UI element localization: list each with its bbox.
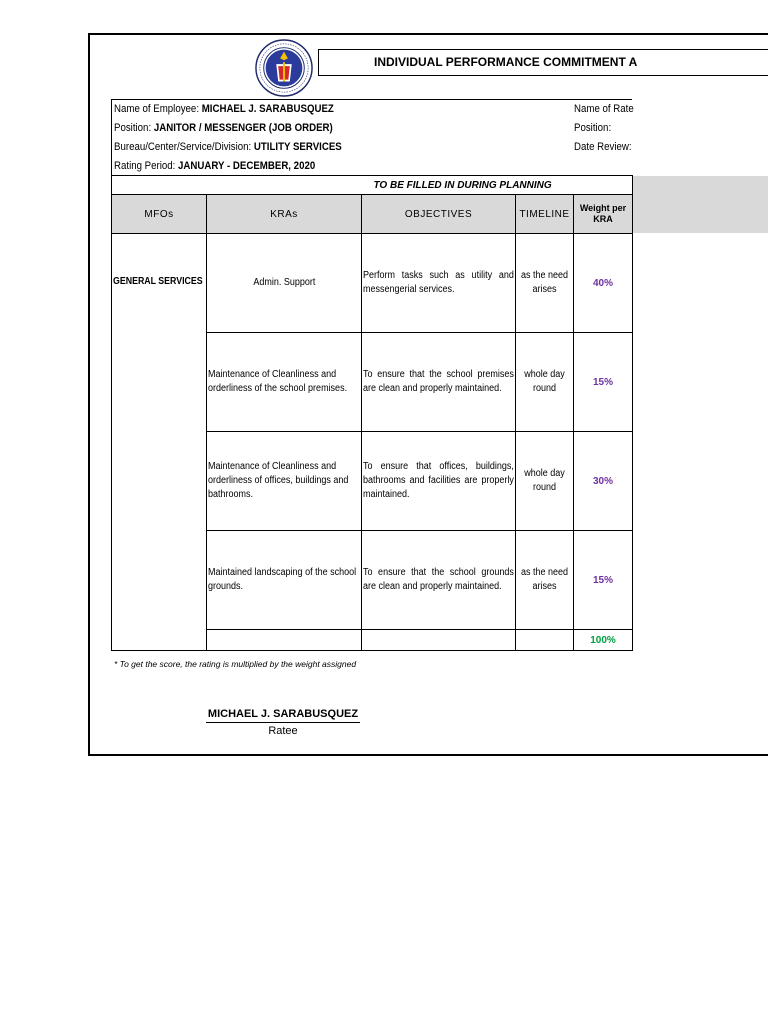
col-header-weight: Weight per KRA bbox=[574, 195, 633, 234]
kra-text: Maintenance of Cleanliness and orderliness of offices, buildings and bathrooms. bbox=[208, 461, 349, 500]
employee-bureau-row bbox=[114, 138, 342, 157]
ratee-signature-role: Ratee bbox=[268, 725, 298, 737]
timeline-text: whole day round bbox=[524, 468, 565, 493]
kra-cell bbox=[207, 333, 362, 432]
objective-text: To ensure that the school premises are clean and properly maintained. bbox=[363, 369, 514, 394]
objective-cell bbox=[362, 333, 516, 432]
table-row bbox=[112, 234, 633, 333]
header-gray-panel bbox=[632, 176, 768, 233]
form-title: INDIVIDUAL PERFORMANCE COMMITMENT A bbox=[318, 49, 768, 76]
table-header-row bbox=[112, 195, 633, 234]
kra-cell bbox=[207, 432, 362, 531]
col-header-timeline: TIMELINE bbox=[516, 195, 574, 234]
employee-name-label: Name of Employee: bbox=[114, 103, 200, 115]
employee-name-value: MICHAEL J. SARABUSQUEZ bbox=[201, 103, 334, 115]
total-weight: 100% bbox=[574, 630, 633, 651]
timeline-cell bbox=[516, 432, 574, 531]
weight-cell: 15% bbox=[574, 531, 633, 630]
timeline-cell bbox=[516, 333, 574, 432]
weight-cell: 30% bbox=[574, 432, 633, 531]
timeline-text: as the need arises bbox=[520, 270, 569, 295]
score-footnote: * To get the score, the rating is multiplied by the weight assigned bbox=[114, 659, 357, 669]
rating-period-row bbox=[114, 157, 315, 175]
planning-row bbox=[112, 176, 633, 195]
rating-period-value: JANUARY - DECEMBER, 2020 bbox=[178, 160, 316, 172]
objective-text: To ensure that the school grounds are clean and properly maintained. bbox=[363, 567, 514, 592]
objective-text: Perform tasks such as utility and messengerial services. bbox=[363, 270, 514, 295]
employee-bureau-value: UTILITY SERVICES bbox=[253, 141, 342, 153]
employee-name-row bbox=[114, 100, 334, 119]
mfo-value: GENERAL SERVICES bbox=[113, 276, 203, 287]
total-objective-empty bbox=[362, 630, 516, 651]
employee-info-block bbox=[111, 99, 632, 175]
weight-cell: 15% bbox=[574, 333, 633, 432]
ratee-signature-name: MICHAEL J. SARABUSQUEZ bbox=[206, 706, 360, 723]
col-header-kra: KRAs bbox=[207, 195, 362, 234]
timeline-text: as the need arises bbox=[520, 567, 569, 592]
objective-text: To ensure that offices, buildings, bathrooms and facilities are properly maintained. bbox=[363, 461, 514, 500]
employee-position-label: Position: bbox=[114, 122, 152, 134]
total-kra-empty bbox=[207, 630, 362, 651]
kra-cell bbox=[207, 234, 362, 333]
timeline-cell bbox=[516, 234, 574, 333]
objective-cell bbox=[362, 234, 516, 333]
col-header-mfo: MFOs bbox=[112, 195, 207, 234]
timeline-text: whole day round bbox=[524, 369, 565, 394]
employee-position-row bbox=[114, 119, 333, 138]
rater-position-label: Position: bbox=[574, 122, 612, 134]
rating-period-label: Rating Period: bbox=[114, 160, 176, 172]
total-timeline-empty bbox=[516, 630, 574, 651]
planning-label: TO BE FILLED IN DURING PLANNING bbox=[362, 176, 633, 195]
objective-cell bbox=[362, 531, 516, 630]
timeline-cell bbox=[516, 531, 574, 630]
col-header-objectives: OBJECTIVES bbox=[362, 195, 516, 234]
kra-cell bbox=[207, 531, 362, 630]
mfo-cell bbox=[112, 234, 207, 651]
kra-text: Admin. Support bbox=[252, 277, 316, 288]
ipcr-table bbox=[111, 175, 633, 651]
kra-text: Maintenance of Cleanliness and orderliness of the school premises. bbox=[208, 369, 348, 394]
planning-spacer bbox=[112, 176, 362, 195]
ipcr-table-wrap bbox=[111, 175, 632, 651]
employee-position-value: JANITOR / MESSENGER (JOB ORDER) bbox=[153, 122, 333, 134]
date-review-label: Date Review: bbox=[574, 141, 632, 153]
kra-text: Maintained landscaping of the school grounds. bbox=[208, 567, 357, 592]
weight-cell: 40% bbox=[574, 234, 633, 333]
rater-name-label: Name of Rate bbox=[574, 103, 634, 115]
deped-seal-icon bbox=[255, 39, 313, 97]
objective-cell bbox=[362, 432, 516, 531]
employee-bureau-label: Bureau/Center/Service/Division: bbox=[114, 141, 252, 153]
